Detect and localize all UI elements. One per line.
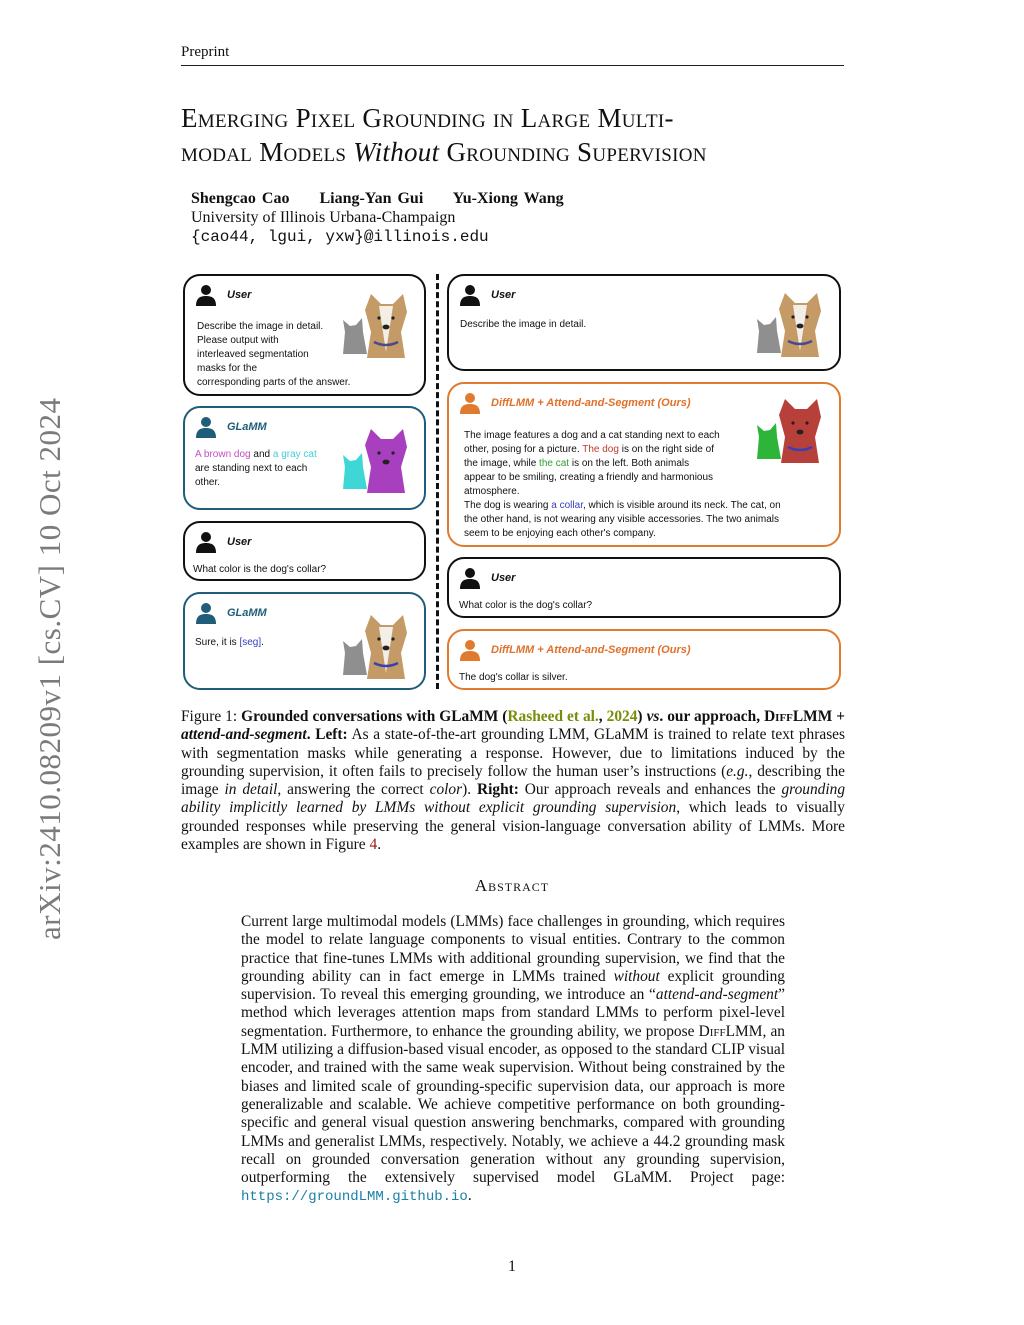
text-line: atmosphere. [464, 486, 520, 497]
text-span: is on the left. Both animals [569, 458, 690, 469]
text-span: are standing next to each [195, 463, 308, 474]
caption-method-italic: attend-and-segment [181, 726, 307, 744]
right-user-bubble-2 [447, 557, 841, 618]
text-line: Please output with [197, 335, 279, 346]
bubble-text: What color is the dog's collar? [193, 564, 327, 575]
caption-label: Figure 1: [181, 708, 242, 725]
left-user-bubble-1 [183, 274, 426, 396]
caption-left-label: . Left: [306, 726, 348, 744]
abstract-text: explicit grounding supervision. To reveal this emerging grounding, we introduce an “ [241, 967, 785, 1004]
abstract-italic: attend-and-segment [655, 986, 779, 1004]
title-line-2a: modal Models [181, 137, 354, 167]
right-ours-bubble-1 [447, 382, 841, 547]
text-line: masks for the [197, 363, 258, 374]
text-span: . [261, 637, 264, 648]
grounded-phrase: the cat [539, 458, 570, 469]
abstract-text: ” method which leverages attention maps from standard LMMs to perform pixel-level segmentation. Furthermore, to enhance the grounding ability, we propose [241, 986, 785, 1040]
caption-method: DiffLMM + [764, 708, 845, 725]
bubble-text [195, 636, 264, 650]
left-user-bubble-2 [183, 521, 426, 581]
text-line: corresponding parts of the answer. [197, 377, 351, 388]
citation-link[interactable]: Rasheed et al. [507, 708, 599, 725]
title-emphasis: Without [353, 137, 440, 167]
bubble-text: The dog's collar is silver. [459, 672, 568, 683]
text-span: other, posing for a picture. [464, 444, 583, 455]
assistant-icon [459, 639, 481, 661]
dog-cat-photo [341, 612, 421, 684]
bubble-text [197, 320, 350, 390]
bubble-label: GLaMM [227, 421, 267, 433]
author-email[interactable]: {cao44, lgui, yxw}@illinois.edu [191, 228, 489, 246]
user-icon [195, 531, 217, 553]
abstract-body [241, 913, 785, 1207]
caption-text: As a state-of-the-art grounding LMM, GLaMM is trained to relate text phrases with segmentation masks while generating a response. However, due to limitations induced by the grounding supervision, it often fails to precisely follow the human user’s instructions ( [181, 726, 846, 780]
text-line: Describe the image in detail. [197, 321, 324, 332]
title-line-2b: Grounding Supervision [439, 137, 707, 167]
caption-bold: Grounded conversations with GLaMM ( [241, 708, 508, 725]
left-glamm-bubble-2 [183, 592, 426, 690]
paper-title [181, 101, 861, 169]
bubble-label: User [491, 289, 516, 301]
text-line: appear to be smiling, creating a friendly and harmonious [464, 472, 714, 483]
bubble-label: GLaMM [227, 607, 267, 619]
text-line: interleaved segmentation [197, 349, 309, 360]
caption-bold: ) [637, 708, 647, 725]
caption-bold: , [598, 708, 607, 725]
project-page-link[interactable]: https://groundLMM.github.io [241, 1189, 468, 1206]
caption-text: ). [462, 781, 477, 799]
segmented-dog-cat-photo [341, 426, 421, 498]
text-span: other. [195, 477, 221, 488]
caption-text: , answering the correct [277, 781, 430, 799]
grounded-phrase: A brown dog [195, 449, 251, 460]
caption-text: . [377, 836, 382, 854]
bubble-label: User [227, 289, 252, 301]
assistant-icon [195, 416, 217, 438]
grounded-phrase: a gray cat [272, 449, 317, 460]
grounded-phrase: The dog [582, 444, 619, 455]
caption-right-label: Right: [476, 781, 519, 799]
caption-bold: . our approach, [659, 708, 761, 725]
text-span: and [250, 449, 273, 460]
abstract-text: Current large multimodal models (LMMs) face challenges in grounding, which requires the model to relate language components to visual entities. Contrary to the common practice that fine-tunes LMMs with additional grounding supervision, we find that the grounding ability can in fact emerge in LMMs trained [241, 913, 785, 985]
caption-italic: color [429, 781, 463, 799]
bubble-text: What color is the dog's collar? [459, 600, 593, 611]
user-icon [459, 567, 481, 589]
caption-text: Our approach reveals and enhances the [518, 781, 782, 799]
figure-caption [181, 708, 845, 854]
bubble-label: DiffLMM + Attend-and-Segment (Ours) [491, 644, 691, 656]
text-span: the image, while [464, 458, 540, 469]
bubble-label: User [227, 536, 252, 548]
author-affiliation: University of Illinois Urbana-Champaign [191, 209, 456, 226]
abstract-text: , an LMM utilizing a diffusion-based visual encoder, as opposed to the standard CLIP visual encoder, and trained with the same weak supervision. Without being constrained by the biases and limited scale of grounding-specific supervision data, our approach is more generalizable and scalable. We achieve competitive performance on both grounding-specific and general visual question answering benchmarks, compared with grounding LMMs and generalist LMMs, respectively. Notably, we achieve a 44.2 grounding mask recall on grounded conversation generation without any grounding supervision, outperforming the extensively supervised model GLaMM. Project page: [241, 1022, 785, 1187]
bubble-text [195, 448, 345, 490]
right-ours-bubble-2 [447, 629, 841, 690]
bubble-label: User [491, 572, 516, 584]
abstract-heading: Abstract [474, 876, 550, 895]
assistant-icon [195, 602, 217, 624]
text-span: Sure, it is [195, 637, 240, 648]
text-line: The image features a dog and a cat standing next to each [464, 430, 720, 441]
dog-cat-photo [755, 290, 835, 362]
user-icon [195, 284, 217, 306]
seg-token: [seg] [239, 637, 262, 648]
running-head: Preprint [181, 44, 230, 60]
bubble-text: Describe the image in detail. [460, 319, 587, 330]
header-rule [181, 65, 844, 66]
bubble-label: DiffLMM + Attend-and-Segment (Ours) [491, 397, 691, 409]
left-glamm-bubble-1 [183, 406, 426, 510]
title-line-1: Emerging Pixel Grounding in Large Multi- [181, 103, 674, 133]
dog-cat-photo [341, 292, 421, 362]
caption-italic: in detail [224, 781, 278, 799]
user-icon [459, 284, 481, 306]
text-line [464, 499, 834, 513]
caption-italic: e.g. [726, 762, 749, 780]
right-user-bubble-1 [447, 274, 841, 371]
abstract-method-name: DiffLMM [698, 1022, 763, 1040]
grounded-phrase: a collar [551, 500, 583, 511]
text-line: seem to be enjoying each other's company. [464, 528, 656, 539]
text-span: The dog is wearing [464, 500, 552, 511]
caption-vs: vs [646, 708, 660, 725]
citation-year-link[interactable]: 2024 [606, 708, 638, 725]
segmented-dog-cat-photo [755, 396, 835, 468]
abstract-italic: without [613, 967, 660, 985]
author-names: Shengcao Cao Liang-Yan Gui Yu-Xiong Wang [191, 190, 564, 207]
caption-italic: grounding ability implicitly learned by LMMs without explicit grounding supervision [181, 781, 846, 817]
figure-ref-link[interactable]: 4 [369, 836, 378, 854]
abstract-text: . [467, 1187, 472, 1205]
assistant-icon [459, 392, 481, 414]
page-number: 1 [508, 1258, 516, 1275]
text-span: is on the right side of [618, 444, 714, 455]
text-span: , which is visible around its neck. The cat, on [582, 500, 781, 511]
figure-1 [183, 272, 843, 692]
caption-text: , which leads to visually grounded responses while preserving the general vision-language conversation ability of LMMs. More examples are shown in Figure [181, 799, 845, 854]
caption-text: , describing the image [181, 762, 845, 799]
figure-divider [436, 274, 439, 689]
arxiv-identifier[interactable]: arXiv:2410.08209v1 [cs.CV] 10 Oct 2024 [32, 397, 67, 940]
text-line: the other hand, is not wearing any visible accessories. The two animals [464, 514, 779, 525]
